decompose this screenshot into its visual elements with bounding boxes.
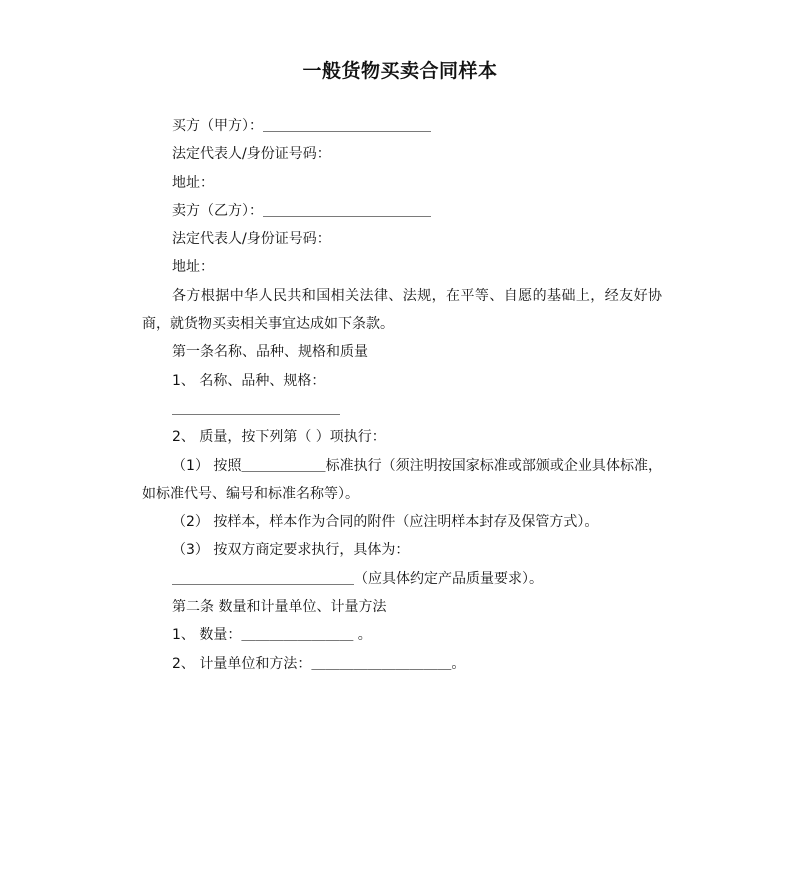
article-1-item-2: 2、 质量，按下列第（ ）项执行： xyxy=(172,429,386,446)
document-body xyxy=(142,112,662,678)
quality-option-1: （1） 按照＿＿＿＿＿＿标准执行（须注明按国家标准或部颁或企业具体标准，如标准代号、编号和标准名称等）。 xyxy=(142,457,662,502)
document-title: 一般货物买卖合同样本 xyxy=(302,60,498,82)
seller-address-line: 地址： xyxy=(172,259,214,276)
preamble-paragraph: 各方根据中华人民共和国相关法律、法规，在平等、自愿的基础上，经友好协商，就货物买卖相关事宜达成如下条款。 xyxy=(142,287,662,333)
buyer-representative-line: 法定代表人/身份证号码： xyxy=(172,146,331,163)
quality-option-3-blank: ＿＿＿＿＿＿＿＿＿＿＿＿＿（应具体约定产品质量要求）。 xyxy=(172,570,543,587)
seller-line: 卖方（乙方）：＿＿＿＿＿＿＿＿＿＿＿＿ xyxy=(172,202,431,219)
article-1-heading: 第一条名称、品种、规格和质量 xyxy=(172,344,368,361)
article-1-item-1: 1、 名称、品种、规格： xyxy=(172,372,326,389)
seller-representative-line: 法定代表人/身份证号码： xyxy=(172,231,331,248)
quality-option-3: （3） 按双方商定要求执行，具体为： xyxy=(172,542,410,559)
buyer-line: 买方（甲方）：＿＿＿＿＿＿＿＿＿＿＿＿ xyxy=(172,118,431,134)
buyer-address-line: 地址： xyxy=(172,174,214,191)
article-1-item-1-blank: ＿＿＿＿＿＿＿＿＿＿＿＿ xyxy=(172,400,340,417)
article-2-item-1: 1、 数量：＿＿＿＿＿＿＿＿ 。 xyxy=(172,627,372,644)
article-2-item-2: 2、 计量单位和方法：＿＿＿＿＿＿＿＿＿＿。 xyxy=(172,655,466,672)
quality-option-2: （2） 按样本，样本作为合同的附件（应注明样本封存及保管方式）。 xyxy=(172,514,599,531)
article-2-heading: 第二条 数量和计量单位、计量方法 xyxy=(172,599,387,616)
